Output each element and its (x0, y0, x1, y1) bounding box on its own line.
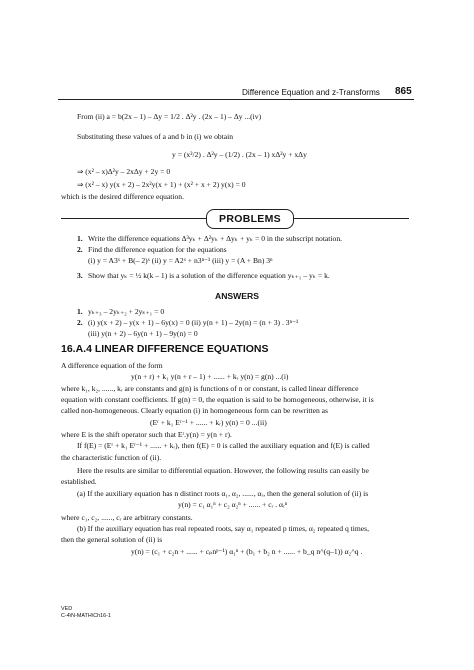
equation-repeated-roots: y(n) = (c₁ + c₂n + ...... + cₚnᵖ⁻¹) α₁ⁿ + (b₁ + b₂ n + ...... + b_q n^(q–1)) α₂^q . (131, 547, 363, 556)
problem-number: 2. (77, 245, 83, 254)
body-line: the characteristic function of (ii). (61, 453, 162, 462)
footer-line: VED (61, 606, 73, 612)
body-line: Here the results are similar to differential equation. However, the following results can easily be (77, 466, 369, 475)
problem-text: Show that yₖ = ½ k(k – 1) is a solution of the difference equation yₖ₊₁ – yₖ = k. (88, 271, 330, 280)
header-rule (58, 99, 414, 100)
problem-text: Find the difference equation for the equations (88, 245, 227, 254)
page-number: 865 (395, 86, 412, 97)
derivation-line: From (ii) a = b(2x – 1) – Δy = 1/2 . Δ²y . (2x – 1) – Δy ...(iv) (77, 112, 262, 121)
running-header-title: Difference Equation and z-Transforms (242, 88, 380, 97)
derivation-line: ⇒ (x² – x)Δ²y – 2xΔy + 2y = 0 (77, 167, 171, 176)
problem-number: 3. (77, 271, 83, 280)
problem-text: Write the difference equations Δ³yₖ + Δ²yₖ + Δyₖ + yₖ = 0 in the subscript notation. (88, 234, 343, 243)
answer-number: 1. (77, 307, 83, 316)
answer-text: (i) y(x + 2) – y(x + 1) – 6y(x) = 0 (ii) y(n + 1) – 2y(n) = (n + 3) . 3ⁿ⁻¹ (88, 318, 299, 327)
body-line: where k₁, k₂, ......, kᵣ are constants and g(n) is functions of n or constant, is called linear difference (61, 384, 359, 393)
body-line: equation with constant coefficients. If g(n) = 0, the equation is said to be homogeneous, otherwise, it is (61, 395, 374, 404)
equation-general-solution: y(n) = c₁ α₁ⁿ + c₂ α₂ⁿ + ...... + cᵣ . αᵣⁿ (178, 500, 288, 509)
derivation-line: ⇒ (x² – x) y(x + 2) – 2x²y(x + 1) + (x² + x + 2) y(x) = 0 (77, 180, 246, 189)
body-line: called non-homogeneous. Clearly equation (i) in homogeneous form can be rewritten as (61, 406, 328, 415)
body-line: then the general solution of (ii) is (61, 535, 163, 544)
body-line: where c₁, c₂, ......, cᵣ are arbitrary constants. (61, 513, 193, 522)
body-line: established. (61, 477, 97, 486)
derivation-line: which is the desired difference equation. (61, 192, 185, 201)
problem-text: (i) y = A3ˣ + B(– 2)ˣ (ii) y = A2ˣ + n3ⁿ⁻¹ (iii) y = (A + Bn) 3ⁿ (88, 256, 273, 265)
body-line: A difference equation of the form (61, 361, 163, 370)
answer-text: (iii) y(n + 2) – 6y(n + 1) – 9y(n) = 0 (88, 329, 198, 338)
problems-heading: PROBLEMS (206, 209, 294, 229)
footer-line: C-4\N-MATH\Ch16-1 (61, 613, 111, 619)
section-heading: 16.A.4 LINEAR DIFFERENCE EQUATIONS (61, 343, 269, 355)
answers-heading: ANSWERS (215, 291, 259, 301)
answer-number: 2. (77, 318, 83, 327)
body-line: (a) If the auxiliary equation has n distinct roots α₁, α₂, ......, αᵣ, then the general solution of (ii) is (77, 489, 369, 498)
equation-ii: (Eʳ + k₁ Eʳ⁻¹ + ...... + kᵣ) y(n) = 0 ...(ii) (150, 418, 267, 427)
answer-text: yₖ₊₃ – 2yₖ₊₂ + 2yₖ₊₁ = 0 (88, 307, 165, 316)
body-line: where E is the shift operator such that Eʳ.y(n) = y(n + r). (61, 430, 232, 439)
problem-number: 1. (77, 234, 83, 243)
derivation-line: Substituting these values of a and b in (i) we obtain (77, 132, 234, 141)
body-line: If f(E) = (Eʳ + k₁ Eʳ⁻¹ + ...... + kᵣ), then f(E) = 0 is called the auxiliary equation and f(E) is called (77, 441, 370, 450)
derivation-line: y = (x²/2) . Δ²y – (1/2) . (2x – 1) xΔ²y + xΔy (172, 150, 307, 159)
equation-i: y(n + r) + k₁ y(n + r – 1) + ...... + kᵣ y(n) = g(n) ...(i) (131, 372, 289, 381)
body-line: (b) If the auxiliary equation has real repeated roots, say α₁ repeated p times, α₂ repeated q times, (77, 524, 369, 533)
